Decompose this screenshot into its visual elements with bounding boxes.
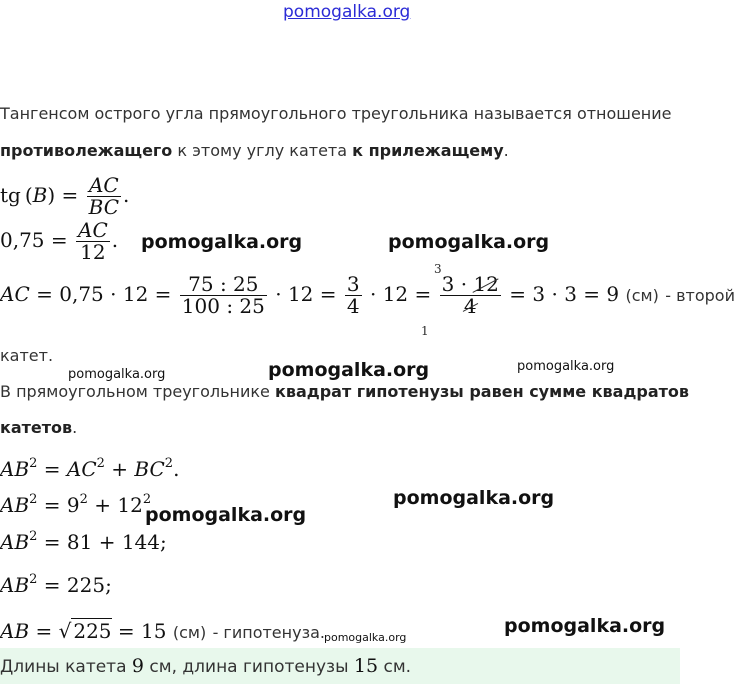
definition-line-1 bbox=[0, 104, 671, 123]
fraction-ac-12: $\frac{AC}{12}$ bbox=[78, 218, 108, 264]
definition-line-2: противолежащего к этому углу катета к прилежащему. bbox=[0, 141, 509, 160]
definition-bold-opposite: противолежащего bbox=[0, 141, 173, 160]
formula-sum: $AB^2 = 81 + 144$; bbox=[0, 529, 167, 554]
fraction-cancel: $\frac{3 \cdot 12}{4}$ bbox=[441, 272, 499, 318]
theorem-line-2: катетов. bbox=[0, 418, 78, 437]
watermark[interactable]: pomogalka.org bbox=[517, 359, 615, 374]
definition-text: Тангенсом острого угла прямоугольного треугольника называется отношение bbox=[0, 104, 672, 123]
watermark[interactable]: pomogalka.org bbox=[268, 359, 430, 381]
fraction-3-4: $\frac{3}{4}$ bbox=[346, 272, 360, 318]
watermark-top[interactable]: pomogalka.org bbox=[283, 2, 411, 22]
cancel-annotation-1: 1 bbox=[421, 324, 429, 338]
watermark[interactable]: pomogalka.org bbox=[388, 231, 550, 253]
fraction-ac-bc: $\frac{AC}{BC}$ bbox=[88, 173, 119, 219]
cancel-annotation-3: 3 bbox=[434, 262, 442, 276]
formula-pythagoras: $AB^2 = AC^2 + BC^2$. bbox=[0, 456, 180, 481]
watermark[interactable]: pomogalka.org bbox=[145, 504, 307, 526]
answer-box: Длины катета 9 см, длина гипотенузы 15 см. bbox=[0, 648, 680, 684]
theorem-bold: квадрат гипотенузы равен сумме квадратов bbox=[274, 382, 690, 401]
theorem-line-1: В прямоугольном треугольнике квадрат гипотенузы равен сумме квадратов bbox=[0, 382, 690, 401]
formula-value: 0,75 = $\frac{AC}{12}$ . bbox=[0, 218, 119, 264]
formula-total: $AB^2 = 225$; bbox=[0, 572, 112, 597]
watermark[interactable]: pomogalka.org bbox=[141, 231, 303, 253]
watermark[interactable]: pomogalka.org bbox=[393, 487, 555, 509]
watermark[interactable]: pomogalka.org bbox=[324, 631, 407, 644]
definition-bold-adjacent: к прилежащему bbox=[352, 141, 504, 160]
formula-tangent: tg (B) = $\frac{AC}{BC}$ . bbox=[0, 173, 130, 219]
sqrt-argument: 225 bbox=[73, 619, 112, 643]
formula-ac-computation: AC = 0,75 · 12 = $\frac{75 : 25}{100 : 25}$ · 12 = $\frac{3}{4}$ · 12 = $\frac{3 \cdot 12}{4}$ = 3 · 3 = 9 (см) - второй bbox=[0, 272, 735, 318]
formula-hypotenuse: AB = √ 225 = 15 (см) - гипотенуза. bbox=[0, 619, 325, 643]
fraction-75-100: $\frac{75 : 25}{100 : 25}$ bbox=[181, 272, 265, 318]
watermark[interactable]: pomogalka.org bbox=[68, 367, 166, 382]
second-leg-text: катет. bbox=[0, 346, 54, 365]
watermark[interactable]: pomogalka.org bbox=[504, 615, 666, 637]
formula-substitution: $AB^2 = 9^2 + 12^2$ bbox=[0, 492, 152, 517]
